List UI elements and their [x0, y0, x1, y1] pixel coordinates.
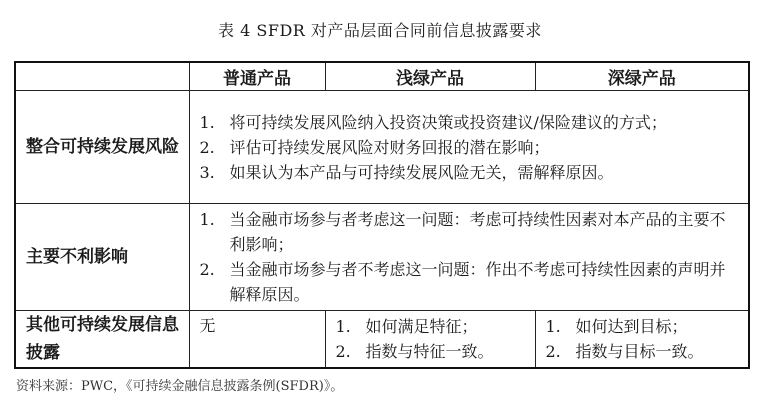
- sfdr-disclosure-table: [14, 61, 750, 369]
- table-row-sustainability-risk: [15, 91, 749, 204]
- table-header-row: [15, 62, 749, 91]
- cell-light-green-product: [325, 311, 535, 369]
- table-row-principal-adverse-impact: [15, 204, 749, 311]
- item-number: 1.: [199, 112, 215, 132]
- list-item: [200, 110, 741, 135]
- item-text: 如何达到目标；: [575, 317, 688, 336]
- table-caption: 表 4 SFDR 对产品层面合同前信息披露要求: [218, 21, 542, 40]
- item-number: 2.: [199, 137, 215, 157]
- item-number: 2.: [545, 342, 561, 361]
- item-text: 当金融市场参与者不考虑这一问题：作出不考虑可持续性因素的声明并解释原因。: [229, 260, 726, 304]
- row-label-other-disclosure: 其他可持续发展信息披露: [15, 311, 189, 369]
- header-general-product: 普通产品: [189, 62, 325, 91]
- row-content-sustainability-risk: [189, 91, 749, 204]
- list-item: [200, 160, 741, 185]
- item-number: 1.: [199, 210, 215, 229]
- table-row-other-disclosure: [15, 311, 749, 369]
- list-item: [200, 135, 741, 160]
- item-number: 2.: [199, 260, 215, 279]
- list-item: [546, 314, 741, 339]
- item-text: 如果认为本产品与可持续发展风险无关，需解释原因。: [229, 162, 614, 182]
- item-text: 如何满足特征；: [365, 317, 478, 336]
- cell-general-product: [189, 311, 325, 369]
- list-item: [200, 313, 317, 338]
- item-text: 当金融市场参与者考虑这一问题：考虑可持续性因素对本产品的主要不利影响；: [229, 210, 726, 254]
- header-dark-green-product: 深绿产品: [535, 62, 749, 91]
- item-text: 将可持续发展风险纳入投资决策或投资建议/保险建议的方式；: [229, 112, 667, 132]
- row-content-principal-adverse-impact: [189, 204, 749, 311]
- item-number: 1.: [545, 317, 561, 336]
- header-light-green-product: 浅绿产品: [325, 62, 535, 91]
- item-number: 3.: [199, 162, 215, 182]
- item-number: 1.: [335, 317, 351, 336]
- row-label-sustainability-risk: 整合可持续发展风险: [15, 91, 189, 204]
- header-corner: [15, 62, 189, 91]
- list-item: [336, 339, 527, 364]
- row-label-principal-adverse-impact: 主要不利影响: [15, 204, 189, 311]
- item-text: 指数与目标一致。: [575, 342, 704, 361]
- item-text: 评估可持续发展风险对财务回报的潜在影响；: [229, 137, 550, 157]
- list-item: [200, 257, 741, 307]
- list-item: [200, 207, 741, 257]
- item-text: 无: [199, 316, 216, 335]
- list-item: [546, 339, 741, 364]
- item-text: 指数与特征一致。: [365, 342, 494, 361]
- source-note: 资料来源：PWC，《可持续金融信息披露条例(SFDR)》。: [16, 379, 344, 394]
- cell-dark-green-product: [535, 311, 749, 369]
- list-item: [336, 314, 527, 339]
- item-number: 2.: [335, 342, 351, 361]
